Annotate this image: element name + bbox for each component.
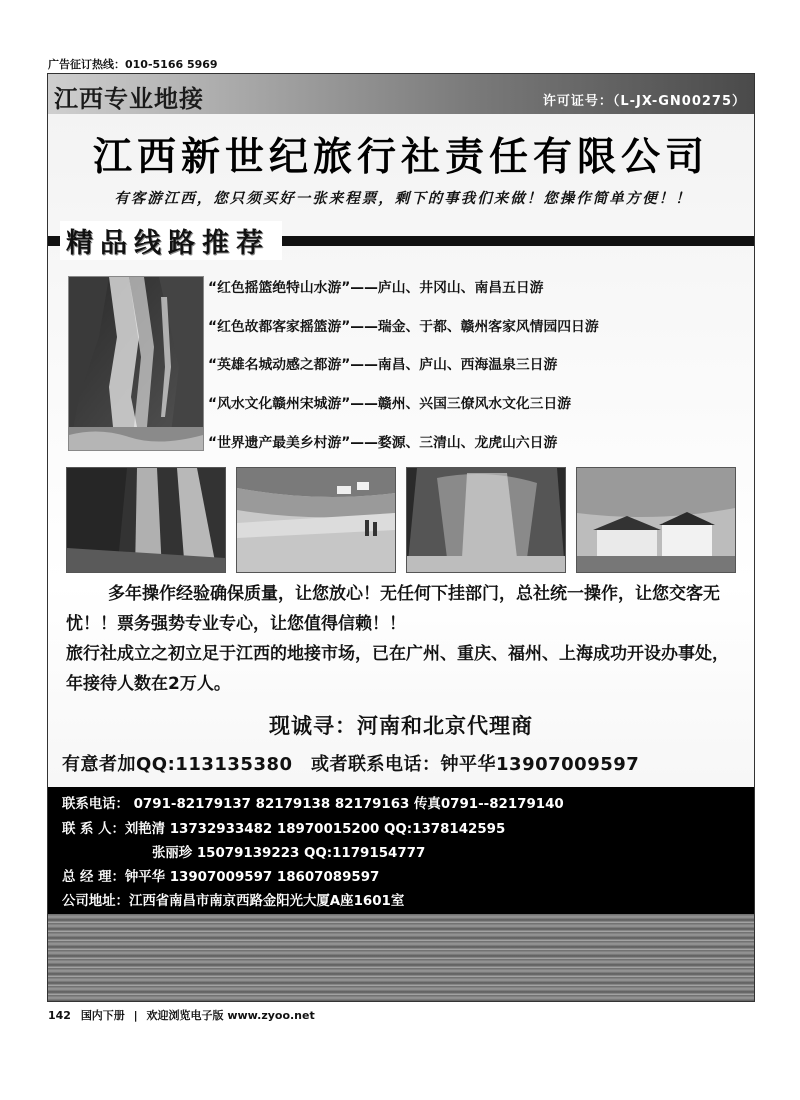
route-item[interactable]: “风水文化赣州宋城游”——赣州、兴国三僚风水文化三日游	[208, 396, 572, 413]
description-paragraph: 旅行社成立之初立足于江西的地接市场，已在广州、重庆、福州、上海成功开设办事处，年接待人数在2万人。	[66, 644, 729, 694]
recommend-title: 精品线路推荐	[60, 221, 282, 260]
ad-frame	[47, 73, 755, 1002]
recruit-contact-line: 有意者加QQ:113135380 或者联系电话：钟平华13907009597	[62, 754, 640, 775]
contact-phone: 联系电话： 0791-82179137 82179138 82179163 传真0791--82179140	[62, 797, 564, 812]
page-footer	[48, 1007, 315, 1023]
houses-thumb	[576, 467, 736, 573]
waterfall-image	[69, 277, 203, 450]
footer-separator: |	[133, 1009, 138, 1022]
company-slogan: 有客游江西，您只须买好一张来程票，剩下的事我们来做！您操作简单方便！！	[114, 191, 692, 207]
recruit-title: 现诚寻：河南和北京代理商	[269, 714, 533, 738]
description-paragraph: 多年操作经验确保质量，让您放心！无任何下挂部门，总社统一操作，让您交客无忧！！票务强势专业专心，让您值得信赖！！	[66, 584, 720, 634]
water-image	[48, 914, 754, 1001]
contact-manager: 总 经 理：钟平华 13907009597 18607089597	[62, 870, 380, 885]
contact-address: 公司地址：江西省南昌市南京西路金阳光大厦A座1601室	[62, 894, 405, 909]
header-tag: 江西专业地接	[54, 85, 204, 113]
route-item[interactable]: “世界遗产最美乡村游”——婺源、三清山、龙虎山六日游	[208, 434, 558, 451]
header-bar	[48, 74, 754, 114]
waterfall-thumb	[66, 467, 226, 573]
route-item[interactable]: “红色故都客家摇篮游”——瑞金、于都、赣州客家风情园四日游	[208, 318, 599, 335]
route-item[interactable]: “红色摇篮绝特山水游”——庐山、井冈山、南昌五日游	[208, 280, 544, 296]
license-number: 许可证号：（L-JX-GN00275）	[542, 94, 746, 109]
route-list	[208, 274, 748, 467]
contact-person-1: 联 系 人：刘艳清 13732933482 18970015200 QQ:1378142595	[62, 822, 506, 837]
footer-section: 国内下册	[80, 1009, 125, 1022]
contact-person-2: 张丽珍 15079139223 QQ:1179154777	[152, 846, 426, 861]
route-item[interactable]: “英雄名城动感之都游”——南昌、庐山、西海温泉三日游	[208, 357, 558, 374]
page-number: 142	[48, 1009, 71, 1022]
cave-thumb	[406, 467, 566, 573]
waterfall-photo	[68, 276, 204, 451]
footer-site[interactable]: 欢迎浏览电子版 www.zyoo.net	[146, 1009, 315, 1022]
village-field-thumb	[236, 467, 396, 573]
ad-hotline: 广告征订热线：010-5166 5969	[48, 58, 218, 71]
description	[66, 579, 742, 699]
contact-box	[48, 787, 754, 914]
company-name: 江西新世纪旅行社责任有限公司	[92, 135, 709, 180]
